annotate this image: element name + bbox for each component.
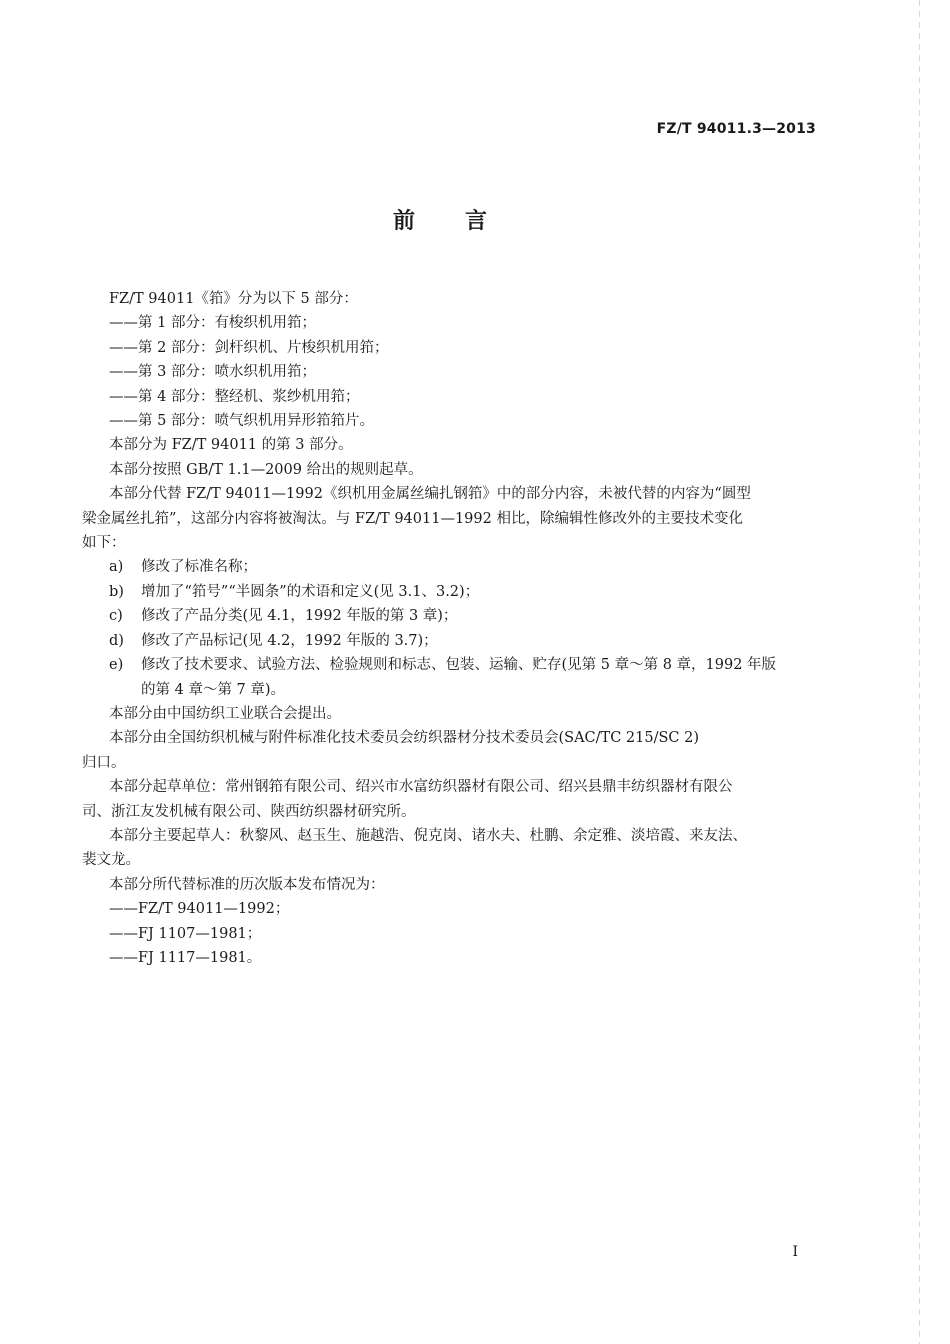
- change-text-line2: 的第 4 章～第 7 章)。: [141, 681, 286, 698]
- history-item: ——FJ 1107—1981；: [109, 925, 262, 942]
- change-label: d): [109, 632, 124, 649]
- centralized-paragraph-line2: 归口。: [82, 754, 126, 771]
- part-item: ——第 3 部分：喷水织机用筘；: [109, 364, 316, 381]
- change-item: [82, 604, 820, 628]
- change-label: a): [109, 559, 124, 576]
- change-item: [82, 629, 820, 653]
- page-number: I: [792, 1244, 798, 1260]
- change-label: e): [109, 657, 124, 674]
- history-intro: 本部分所代替标准的历次版本发布情况为：: [109, 876, 385, 893]
- history-item: ——FJ 1117—1981。: [109, 949, 262, 966]
- page-title: 前言: [392, 209, 537, 234]
- change-item: [82, 555, 820, 579]
- change-item: [82, 653, 820, 702]
- change-text: 修改了产品标记(见 4.2，1992 年版的 3.7)；: [141, 632, 438, 649]
- standard-number: FZ/T 94011.3—2013: [656, 121, 816, 137]
- drafting-units-line1: 本部分起草单位：常州钢筘有限公司、绍兴市水富纺织器材有限公司、绍兴县鼎丰纺织器材有限公: [109, 779, 733, 796]
- change-item: [82, 580, 820, 604]
- proposed-by-paragraph: 本部分由中国纺织工业联合会提出。: [109, 705, 341, 722]
- drafters-line2: 裴文龙。: [82, 852, 140, 869]
- centralized-paragraph-line1: 本部分由全国纺织机械与附件标准化技术委员会纺织器材分技术委员会(SAC/TC 215/SC 2): [109, 730, 699, 747]
- replaces-paragraph-line1: 本部分代替 FZ/T 94011—1992《织机用金属丝编扎钢筘》中的部分内容，未被代替的内容为“圆型: [109, 486, 751, 503]
- change-text: 修改了标准名称；: [141, 559, 257, 576]
- change-label: b): [109, 583, 124, 600]
- history-item: ——FZ/T 94011—1992；: [109, 901, 290, 918]
- part-item: ——第 4 部分：整经机、浆纱机用筘；: [109, 388, 360, 405]
- part-of-paragraph: 本部分为 FZ/T 94011 的第 3 部分。: [109, 437, 353, 454]
- part-item: ——第 5 部分：喷气织机用异形筘筘片。: [109, 413, 374, 430]
- change-text: [141, 653, 820, 702]
- drafting-units-line2: 司、浙江友发机械有限公司、陕西纺织器材研究所。: [82, 803, 416, 820]
- foreword-body: [82, 287, 820, 970]
- change-text: 增加了“筘号”“半圆条”的术语和定义(见 3.1、3.2)；: [141, 583, 480, 600]
- replaces-paragraph-line2: 梁金属丝扎筘”，这部分内容将被淘汰。与 FZ/T 94011—1992 相比，除编辑性修改外的主要技术变化: [82, 510, 743, 527]
- intro-paragraph: FZ/T 94011《筘》分为以下 5 部分：: [109, 291, 358, 307]
- change-text: 修改了产品分类(见 4.1，1992 年版的第 3 章)；: [141, 608, 458, 625]
- part-item: ——第 2 部分：剑杆织机、片梭织机用筘；: [109, 339, 389, 356]
- change-text-line1: 修改了技术要求、试验方法、检验规则和标志、包装、运输、贮存(见第 5 章～第 8 章，1992 年版: [141, 657, 777, 674]
- replaces-paragraph-line3: 如下：: [82, 535, 126, 552]
- change-label: c): [109, 608, 123, 625]
- drafters-line1: 本部分主要起草人：秋黎风、赵玉生、施越浩、倪克岗、诸水夫、杜鹏、余定雅、淡培霞、来友法、: [109, 827, 747, 844]
- part-item: ——第 1 部分：有梭织机用筘；: [109, 315, 316, 332]
- drafting-rules-paragraph: 本部分按照 GB/T 1.1—2009 给出的规则起草。: [109, 461, 423, 478]
- scan-edge-line: [919, 0, 920, 1344]
